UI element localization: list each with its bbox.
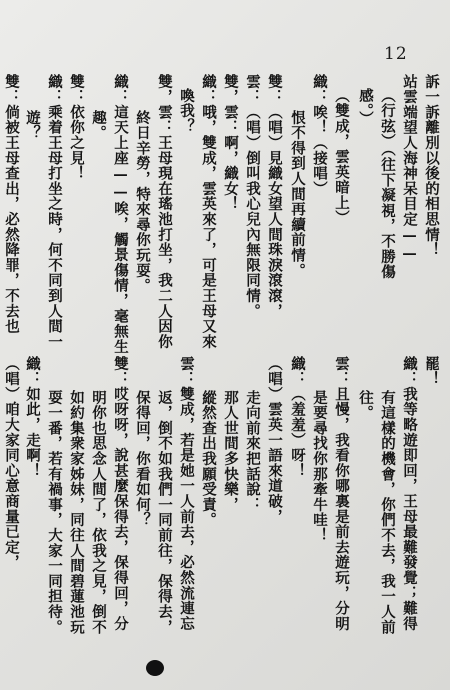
text-column: 雙：（唱）見織女望人間珠淚滾滾， bbox=[266, 74, 283, 319]
text-column: 雙：哎呀呀，說甚麼保得去，保得回，分 bbox=[112, 356, 129, 632]
text-column: 雲：雙成，若是她一人前去，必然流連忘 bbox=[178, 356, 195, 632]
text-column: 趣。 bbox=[90, 110, 107, 141]
text-column: 織：這天上座——唉，觸景傷情，毫無生 bbox=[112, 74, 129, 355]
text-column: 織：唉！（接唱） bbox=[311, 74, 328, 197]
text-column: 雙：倘被王母查出，必然降罪，不去也 bbox=[3, 74, 20, 335]
text-column: 雲：（唱）倒叫我心兒內無限同情。 bbox=[244, 74, 261, 319]
text-column: 返，倒不如我們一同前往，保得去， bbox=[156, 390, 173, 635]
text-column: 感。） bbox=[357, 88, 374, 127]
text-column: 明你也思念人間了，依我之見，倒不 bbox=[90, 390, 107, 635]
text-column: 織：我等略遊即回，王母最難發覺；難得 bbox=[401, 356, 418, 632]
text-column: 訴一訴離別以後的相思情！ bbox=[423, 74, 440, 258]
text-column: 織：（羞羞）呀！ bbox=[289, 356, 306, 479]
text-column: 罷！ bbox=[423, 356, 440, 387]
text-column: 雲：且慢，我看你哪裏是前去遊玩，分明 bbox=[333, 356, 350, 632]
text-column: 織：乘着王母打坐之時，何不同到人間一 bbox=[46, 74, 63, 350]
text-column: 縱然查出我願受責。 bbox=[200, 390, 217, 528]
text-column: （唱）咱大家同心意商量已定， bbox=[3, 356, 20, 571]
text-column: 那人世間多快樂， bbox=[222, 390, 239, 513]
text-column: 織：哦，雙成，雲英來了，可是王母又來 bbox=[200, 74, 217, 350]
page-number: 12 bbox=[384, 44, 408, 64]
text-column: 雙，雲：王母現在瑤池打坐，我二人因你 bbox=[156, 74, 173, 350]
text-column: 終日辛勞，特來尋你玩耍。 bbox=[134, 110, 151, 294]
text-column: 雙，雲：啊，織女！ bbox=[222, 74, 239, 212]
text-column: 有這樣的機會，你們不去，我一人前 bbox=[379, 390, 396, 635]
text-column: 走向前來把話說： bbox=[244, 390, 261, 513]
text-column: 織：如此，走啊！ bbox=[24, 356, 41, 479]
text-column: （唱）雲英一語來道破， bbox=[266, 356, 283, 525]
text-column: 站雲端望人海神呆目定—— bbox=[401, 74, 418, 263]
text-column: （雙成，雲英暗上） bbox=[333, 88, 350, 226]
text-column: 是要尋找你那牽牛哇！ bbox=[311, 390, 328, 543]
text-column: 雙：依你之見！ bbox=[68, 74, 85, 182]
text-column: （行弦）（往下凝視，不勝傷 bbox=[379, 88, 396, 280]
text-column: 往。 bbox=[357, 390, 374, 421]
text-column: 遊？ bbox=[24, 110, 41, 141]
ink-blot bbox=[146, 660, 164, 676]
text-column: 喚我？ bbox=[178, 88, 195, 134]
text-column: 耍一番，若有禍事，大家一同担待。 bbox=[46, 390, 63, 635]
text-column: 保得回，你看如何？ bbox=[134, 390, 151, 528]
text-column: 如約集衆家姊妹，同往人間碧蓮池玩 bbox=[68, 390, 85, 635]
text-column: 恨不得到人間再續前情。 bbox=[289, 110, 306, 279]
